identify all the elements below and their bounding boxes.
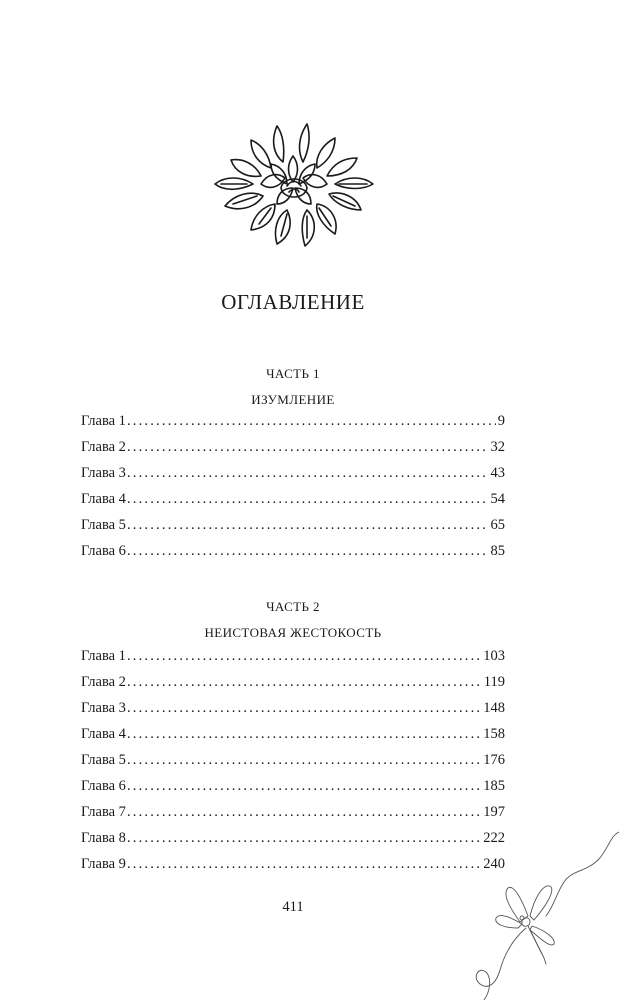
chapter-label: Глава 3 [81,700,126,716]
chapter-page-number: 43 [490,465,505,481]
chapter-page-number: 240 [483,856,505,872]
part-1-label: ЧАСТЬ 1 [266,366,320,381]
chapter-label: Глава 1 [81,413,126,429]
chapter-label: Глава 4 [81,726,126,742]
toc-entry[interactable] [81,804,505,830]
chapter-label: Глава 7 [81,804,126,820]
dragonfly-icon [460,830,619,1000]
chapter-label: Глава 2 [81,674,126,690]
dot-leader [127,491,489,508]
toc-entry[interactable] [81,491,505,517]
page-number: 411 [282,899,304,915]
chapter-label: Глава 2 [81,439,126,455]
chapter-page-number: 197 [483,804,505,820]
toc-entry[interactable] [81,778,505,804]
chapter-label: Глава 5 [81,517,126,533]
part-2-title: НЕИСТОВАЯ ЖЕСТОКОСТЬ [204,625,382,640]
chapter-label: Глава 6 [81,543,126,559]
part-2-label: ЧАСТЬ 2 [266,599,320,614]
chapter-label: Глава 9 [81,856,126,872]
dot-leader [127,856,481,873]
chapter-label: Глава 5 [81,752,126,768]
chapter-page-number: 176 [483,752,505,768]
dot-leader [127,778,481,795]
chapter-page-number: 32 [490,439,505,455]
dot-leader [127,830,481,847]
page-title: ОГЛАВЛЕНИЕ [221,290,365,314]
dot-leader [127,804,481,821]
chapter-page-number: 54 [490,491,505,507]
chapter-label: Глава 4 [81,491,126,507]
toc-entry[interactable] [81,543,505,569]
chrysanthemum-icon [211,118,377,250]
toc-entry[interactable] [81,465,505,491]
part-1-toc [81,413,505,569]
dot-leader [127,543,489,560]
toc-entry[interactable] [81,648,505,674]
chapter-label: Глава 3 [81,465,126,481]
dot-leader [127,726,481,743]
chapter-page-number: 222 [483,830,505,846]
chapter-page-number: 9 [497,413,505,429]
dot-leader [127,413,496,430]
dot-leader [127,439,489,456]
toc-entry[interactable] [81,674,505,700]
toc-entry[interactable] [81,700,505,726]
dot-leader [127,700,481,717]
dot-leader [127,648,481,665]
chapter-page-number: 158 [483,726,505,742]
toc-entry[interactable] [81,517,505,543]
toc-entry[interactable] [81,413,505,439]
dot-leader [127,517,489,534]
chapter-label: Глава 1 [81,648,126,664]
chapter-label: Глава 8 [81,830,126,846]
chapter-page-number: 148 [483,700,505,716]
chapter-page-number: 119 [483,674,505,690]
toc-entry[interactable] [81,856,505,882]
chapter-page-number: 85 [490,543,505,559]
chapter-page-number: 185 [483,778,505,794]
toc-entry[interactable] [81,830,505,856]
dot-leader [127,465,489,482]
chapter-page-number: 65 [490,517,505,533]
toc-entry[interactable] [81,439,505,465]
toc-entry[interactable] [81,726,505,752]
dot-leader [127,674,482,691]
dot-leader [127,752,481,769]
toc-entry[interactable] [81,752,505,778]
part-1-title: ИЗУМЛЕНИЕ [251,392,335,407]
part-2-toc [81,648,505,882]
chapter-label: Глава 6 [81,778,126,794]
chapter-page-number: 103 [483,648,505,664]
